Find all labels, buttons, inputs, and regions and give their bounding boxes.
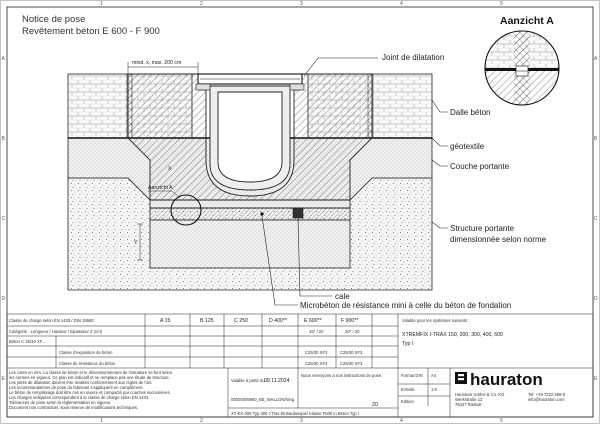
callout-cale: cale [335,292,350,301]
note-line: Tolérances de pose selon la réglementation en vigueur. [9,400,112,405]
grid-number: 2 [200,1,203,7]
callout-dalle: Dalle béton [450,108,491,117]
expansion-joint-right [368,74,373,138]
note-line: les normes en vigueur. Ce plan est indicatif et ne remplace pas une étude de structure. [9,375,170,380]
callout-geotextile: géotextile [450,142,485,151]
notice-text: Nous renvoyons à nos instructions de pose. [301,373,383,378]
callout-structure-1: Structure portante [450,224,515,233]
callout-joint: Joint de dilatation [382,53,445,62]
footer-text: XT-EX-300 Typ 400 I-Trax Einbaubeispiel Klasse F600 in Beton Typ I [231,411,359,416]
note-line: Les cotes en mm. La classe de béton et le dimensionnement de l'armature se font selon [9,370,173,375]
note-line: Le béton de remplissage doit être mis en œuvre et compacté par couches successives. [9,390,171,395]
grid-number: 1 [100,418,103,424]
col-header: C 250 [234,318,248,324]
detail-a-marker-label: Aanzicht A [148,185,173,191]
grid-letter: C [594,216,598,222]
table-row-label: Catégorie : Longueur / Hauteur / Epaisseur Z (cm) [9,329,103,334]
brand-name: hauraton [470,370,543,389]
page-subtitle: Revêtement béton E 600 - F 900 [22,26,160,37]
callout-structure-2: dimensionnée selon norme [450,235,547,244]
col-header: A 15 [160,318,171,324]
note-line: Les joints de dilatation doivent être réalisés conformément aux règles de l'art. [9,380,153,385]
table-cell: C25/30 XF3 [340,361,363,366]
grid-number: 4 [400,418,403,424]
scale-label: Echelle [401,387,415,392]
address-line: Werkstraße 13 [455,397,483,402]
microbeton-marker [260,212,263,215]
format-label: Format DIN [401,373,423,378]
grid-letter: B [594,136,598,142]
address-line: 76437 Rastatt [455,402,482,407]
grid-number: 3 [300,418,303,424]
cross-section [68,74,432,290]
table-row-header: Classe de charge selon EN 1433 / DIN 19580 [9,318,94,323]
dimension-label: mind. x, max. 200 cm [132,60,182,66]
grid-letter: B [1,136,5,142]
grid-letter: E [594,376,598,382]
grid-letter: D [1,296,6,302]
table-row-label: Classe de résistance du béton [59,361,116,366]
cale-block [293,208,303,218]
grid-letter: D [594,296,598,302]
systems-list: XTREMFIX I-TRAX 150, 200, 300, 400, 500 [402,332,503,338]
note-line: Les charges indiquées correspondent à la classe de charge selon EN 1433. [9,395,150,400]
frame-rail-left [196,84,210,90]
drawing-ref: 00000009960_BE_WALLON/Ning [231,397,295,402]
grid-number: 3 [300,1,303,7]
edition-label: Edition [401,399,414,404]
validity-date: 09.11.2024 [264,378,290,384]
grid-number: 5 [500,418,503,424]
grid-number: 2 [200,418,203,424]
address-line: Hauraton GmbH & Co. KG [455,392,505,397]
systems-header: Valable pour les systèmes suivants : [402,318,470,323]
contact-line: Tel: +49 7222 958-0 [528,392,566,397]
validity-label: Valable à partir du : [231,378,268,383]
grid-number: 1 [100,1,103,7]
note-line: Les recommandations de pose du fabricant s'appliquent en complément. [9,385,144,390]
callout-couche: Couche portante [450,162,510,171]
grid-number: 5 [500,1,503,7]
foundation-block [150,220,350,268]
grid-letter: E [1,376,5,382]
grid-letter: A [594,56,598,62]
table-row-label: Béton C 25/30 XF... [9,339,46,344]
grid-letter: C [1,216,6,222]
contact-line: info@hauraton.com [528,397,565,402]
table-cell: C25/30 XF3 [305,361,328,366]
microbeton-bed [150,208,350,220]
sheet-number: 20 [372,402,378,408]
col-header: D 400** [269,318,287,324]
col-header: F 900** [341,318,359,324]
col-header: E 600** [304,318,322,324]
table-cell: 15* / 20 [309,329,324,334]
table-cell: 20* / 20 [345,329,360,334]
x-mark: X [168,166,172,172]
table-cell: C25/30 XF3 [305,350,328,355]
detail-a-title: Aanzicht A [500,15,554,27]
y-mark: Y [134,240,138,246]
frame-rail-right [290,84,304,90]
table-cell: C25/30 XF3 [340,350,363,355]
page-title: Notice de pose [22,14,86,25]
col-header: B 125 [200,318,214,324]
expansion-joint-left [127,74,132,138]
channel-inner [218,92,282,182]
systems-typ: Typ I [402,341,414,347]
scale-value: 1:8 [431,387,437,392]
grid-letter: A [1,56,5,62]
format-value: A4 [431,373,437,378]
table-row-label: Classe d'exposition de béton [59,350,113,355]
note-line: Document non contractuel, sous réserve de modifications techniques. [9,405,139,410]
callout-microbeton: Microbéton de résistance mini à celle du béton de fondation [300,301,512,310]
grid-number: 4 [400,1,403,7]
